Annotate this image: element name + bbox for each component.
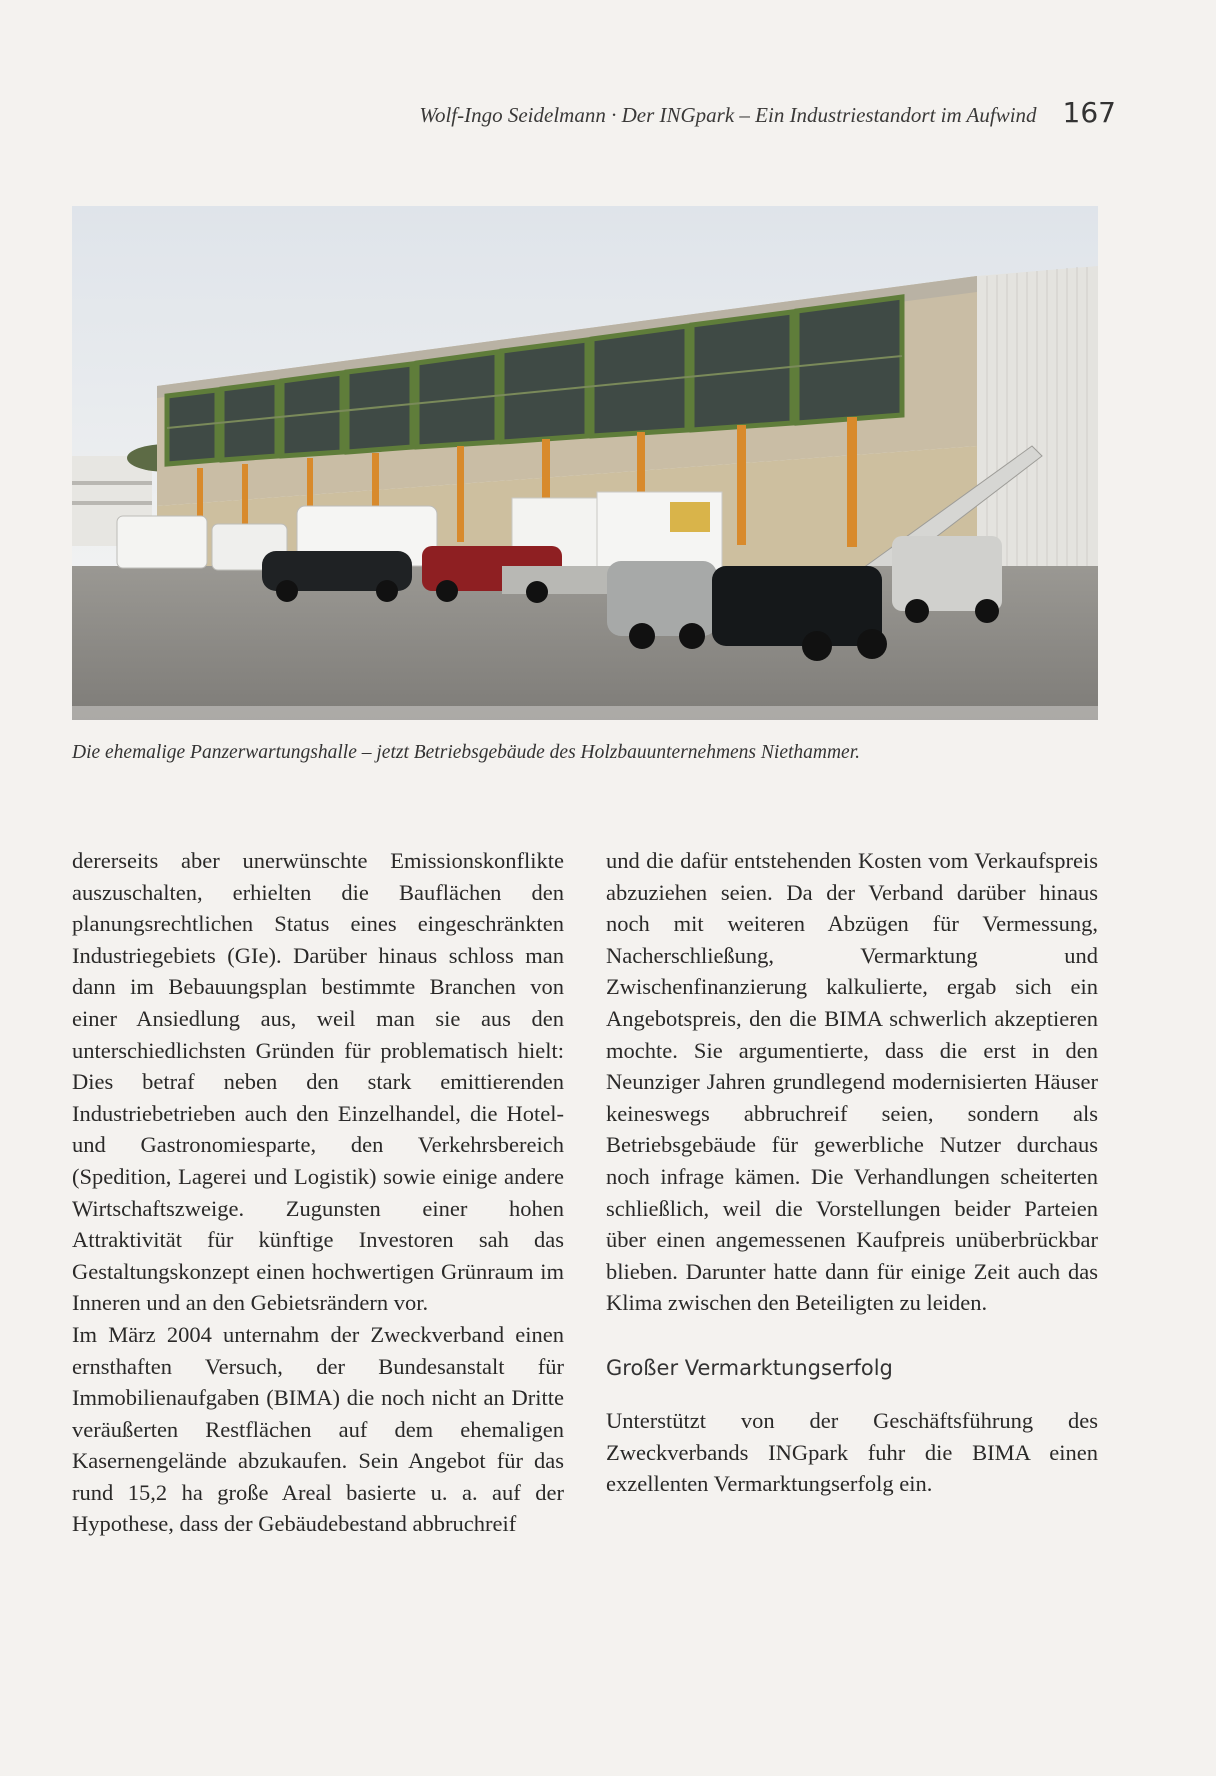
running-header — [72, 96, 1116, 136]
running-header-title: Wolf-Ingo Seidelmann · Der INGpark – Ein Industriestandort im Aufwind — [419, 103, 1037, 127]
body-paragraph: Im März 2004 unternahm der Zweckverband einen ernsthaften Versuch, der Bundesanstalt für Immobilienaufgaben (BIMA) die noch nicht an Dritte veräußerten Restflächen auf dem ehemaligen Kasernengelände abzukaufen. Sein Angebot für das rund 15,2 ha große Areal basierte u. a. auf der Hypothese, dass der Gebäudebestand abbruchreif — [72, 1321, 564, 1537]
text-column-right — [606, 845, 1098, 1500]
car-black-sedan — [712, 566, 882, 646]
photo-panzerwartungshalle — [72, 206, 1098, 720]
body-paragraph: dererseits aber unerwünschte Emissionskonflikte auszuschalten, erhielten die Bauflächen den planungsrechtlichen Status eines eingeschränkten Industriegebiets (GIe). Darüber hinaus schloss man dann im Bebauungsplan bestimmte Branchen von einer Ansiedlung aus, weil man sie aus den unterschiedlichsten Gründen für problematisch hielt: Dies betraf neben den stark emittierenden Industriebetrieben auch den Einzelhandel, die Hotel- und Gastronomiesparte, den Verkehrsbereich (Spedition, Lagerei und Logistik) sowie einige andere Wirtschaftszweige. Zugunsten einer hohen Attraktivität für künftige Investoren sah das Gestaltungskonzept einen hochwertigen Grünraum im Inneren und an den Gebietsrändern vor. — [72, 848, 564, 1316]
figure-caption: Die ehemalige Panzerwartungshalle – jetzt Betriebsgebäude des Holzbauunternehmens Niethammer. — [72, 742, 861, 763]
car-silver — [607, 561, 717, 636]
section-heading: Großer Vermarktungserfolg — [606, 1355, 893, 1380]
text-column-left — [72, 845, 564, 1540]
trailer — [502, 566, 622, 594]
body-paragraph: Unterstützt von der Geschäftsführung des Zweckverbands INGpark fuhr die BIMA einen exzellenten Vermarktungserfolg ein. — [606, 1407, 1098, 1497]
body-paragraph: und die dafür entstehenden Kosten vom Verkaufspreis abzuziehen seien. Da der Verband darüber hinaus noch mit weiteren Abzügen für Vermessung, Nacherschließung, Vermarktung und Zwischenfinanzierung kalkulierte, ergab sich ein Angebotspreis, den die BIMA schwerlich akzeptieren mochte. Sie argumentierte, dass die erst in den Neunziger Jahren grundlegend modernisierten Häuser keineswegs abbruchreif seien, sondern als Betriebsgebäude für gewerbliche Nutzer durchaus noch infrage kämen. Die Verhandlungen scheiterten schließlich, weil die Vorstellungen beider Parteien über einen angemessenen Kaufpreis unüberbrückbar blieben. Darunter hatte dann für einige Zeit auch das Klima zwischen den Beteiligten zu leiden. — [606, 848, 1098, 1316]
page-number: 167 — [1062, 96, 1116, 129]
